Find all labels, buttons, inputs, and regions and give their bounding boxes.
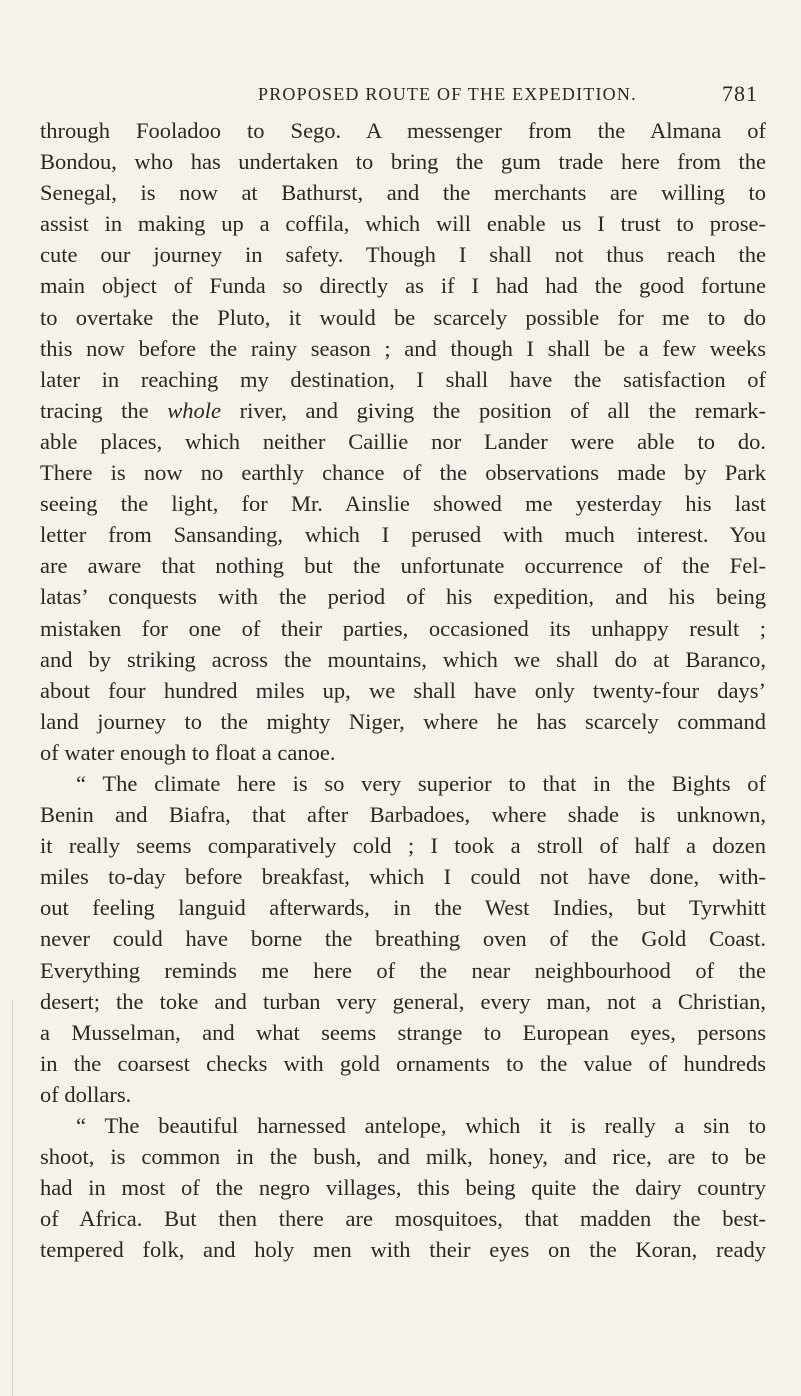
text-line: out feeling languid afterwards, in the West Indies, but Tyrwhitt: [40, 895, 766, 921]
text-line: “ The beautiful harnessed antelope, which it is really a sin to: [76, 1113, 766, 1138]
running-head-title: PROPOSED ROUTE OF THE EXPEDITION.: [258, 84, 637, 104]
page-edge-shadow: [12, 1000, 13, 1396]
text-line: of water enough to float a canoe.: [40, 739, 336, 765]
text-line: There is now no earthly chance of the observations made by Park: [40, 460, 766, 486]
text-line: a Musselman, and what seems strange to European eyes, persons: [40, 1019, 766, 1045]
paragraph: [40, 768, 766, 1110]
text-line: miles to-day before breakfast, which I could not have done, with-: [40, 864, 766, 890]
text-line: Bondou, who has undertaken to bring the gum trade here from the: [40, 149, 766, 175]
paragraph: [40, 1110, 766, 1265]
text-line: through Fooladoo to Sego. A messenger from the Almana of: [40, 118, 766, 143]
text-line: seeing the light, for Mr. Ainslie showed me yesterday his last: [40, 491, 766, 517]
text-line: are aware that nothing but the unfortunate occurrence of the Fel-: [40, 553, 766, 579]
text-line: “ The climate here is so very superior to that in the Bights of: [76, 770, 766, 796]
text-line: letter from Sansanding, which I perused with much interest. You: [40, 522, 766, 548]
text-line: to overtake the Pluto, it would be scarcely possible for me to do: [40, 304, 766, 330]
text-run: river, and giving the position of all the remark-: [221, 397, 766, 423]
text-line: it really seems comparatively cold ; I took a stroll of half a dozen: [40, 833, 766, 859]
paragraph: [40, 115, 766, 768]
text-line: later in reaching my destination, I shall have the satisfaction of: [40, 366, 766, 392]
text-run: tracing the: [40, 397, 168, 423]
text-line: of Africa. But then there are mosquitoes, that madden the best-: [40, 1206, 766, 1232]
text-line: cute our journey in safety. Though I shall not thus reach the: [40, 242, 766, 268]
text-line: this now before the rainy season ; and though I shall be a few weeks: [40, 335, 766, 361]
page-number: 781: [722, 81, 758, 106]
text-line: of dollars.: [40, 1081, 132, 1107]
text-line: Everything reminds me here of the near neighbourhood of the: [40, 957, 766, 983]
text-line: desert; the toke and turban very general, every man, not a Christian,: [40, 988, 766, 1014]
text-line: able places, which neither Caillie nor Lander were able to do.: [40, 428, 766, 454]
text-line: Senegal, is now at Bathurst, and the merchants are willing to: [40, 180, 766, 206]
text-line: shoot, is common in the bush, and milk, honey, and rice, are to be: [40, 1144, 766, 1170]
running-head: [258, 78, 758, 110]
text-line: in the coarsest checks with gold ornaments to the value of hundreds: [40, 1050, 766, 1076]
text-line: never could have borne the breathing oven of the Gold Coast.: [40, 926, 766, 952]
text-line: mistaken for one of their parties, occasioned its unhappy result ;: [40, 615, 766, 641]
text-line: [40, 395, 766, 426]
text-line: had in most of the negro villages, this being quite the dairy country: [40, 1175, 766, 1201]
body-text: [40, 115, 766, 1265]
text-line: main object of Funda so directly as if I had had the good fortune: [40, 273, 766, 299]
text-line: about four hundred miles up, we shall have only twenty-four days’: [40, 677, 766, 703]
text-line: assist in making up a coffila, which will enable us I trust to prose-: [40, 211, 766, 237]
text-line: tempered folk, and holy men with their eyes on the Koran, ready: [40, 1237, 766, 1263]
text-line: Benin and Biafra, that after Barbadoes, where shade is unknown,: [40, 802, 766, 828]
text-line: land journey to the mighty Niger, where he has scarcely command: [40, 708, 766, 734]
emphasis-run: whole: [167, 397, 222, 423]
text-line: latas’ conquests with the period of his expedition, and his being: [40, 584, 766, 610]
text-line: and by striking across the mountains, which we shall do at Baranco,: [40, 646, 766, 672]
